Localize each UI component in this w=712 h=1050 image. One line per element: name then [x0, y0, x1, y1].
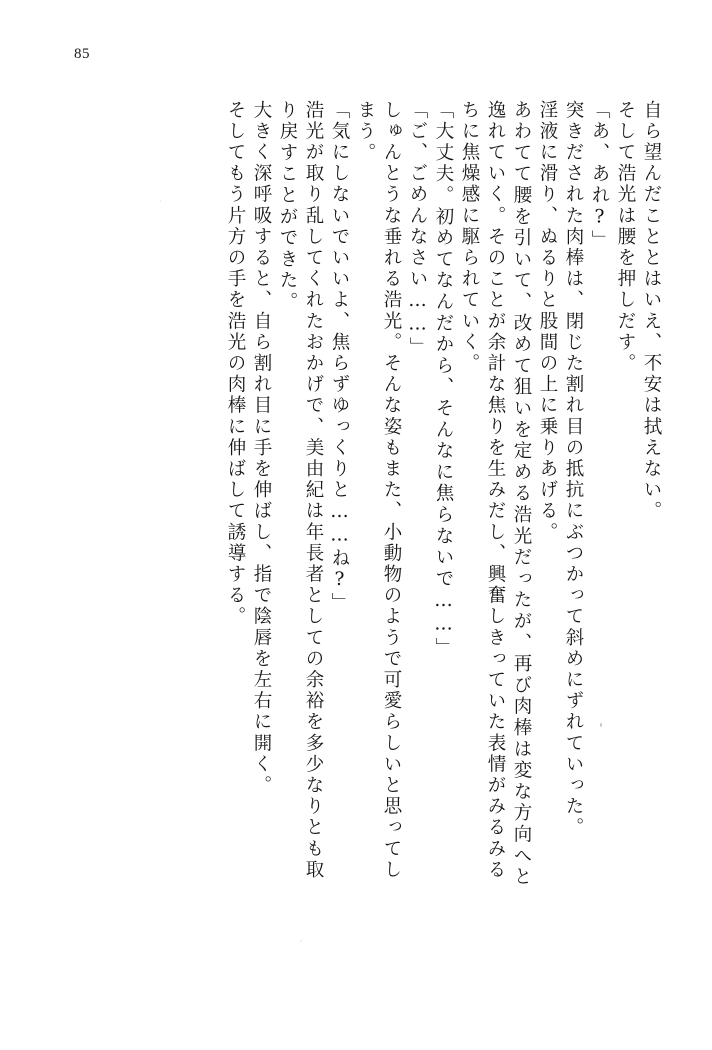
text-line: り戻すことができた。: [277, 100, 298, 313]
text-line: 「大丈夫。初めてなんだから、そんなに焦らないで……」: [433, 100, 454, 659]
text-line: 大きく深呼吸すると、自ら割れ目に手を伸ばし、指で陰唇を左右に開く。: [251, 100, 272, 797]
page-number: 85: [74, 46, 90, 62]
text-line: 「ご、ごめんなさい……」: [407, 100, 428, 359]
text-line: 突きだされた肉棒は、閉じた割れ目の抵抗にぶつかって斜めにずれていった。: [563, 100, 584, 839]
text-line: あわてて腰を引いて、改めて狙いを定める浩光だったが、再び肉棒は変な方向へと: [511, 100, 532, 889]
text-line: 自ら望んだこととはいえ、不安は拭えない。: [641, 100, 662, 522]
text-line: 淫液に滑り、ぬるりと股間の上に乗りあげる。: [537, 100, 558, 544]
text-line: ちに焦燥感に駆られていく。: [459, 100, 480, 375]
text-line: 浩光が取り乱してくれたおかげで、美由紀は年長者としての余裕を多少なりとも取: [303, 100, 324, 881]
scan-speck: [300, 940, 302, 942]
text-line: そしてもう片方の手を浩光の肉棒に伸ばして誘導する。: [225, 100, 246, 628]
text-line: しゅんとうな垂れる浩光。そんな姿もまた、小動物のようで可愛らしいと思ってし: [381, 100, 402, 881]
scan-speck: [600, 723, 602, 727]
vertical-text-body: [60, 100, 660, 1000]
text-line: 「あ、あれ?」: [589, 100, 610, 252]
text-line: まう。: [355, 100, 376, 164]
text-line: 逸れていく。そのことが余計な焦りを生みだし、興奮しきっていた表情がみるみる: [485, 100, 506, 881]
text-line: そして浩光は腰を押しだす。: [615, 100, 636, 375]
text-line: 「気にしないでいいよ、焦らずゆっくりと……ね?」: [329, 100, 350, 614]
scan-speck: [160, 200, 161, 202]
